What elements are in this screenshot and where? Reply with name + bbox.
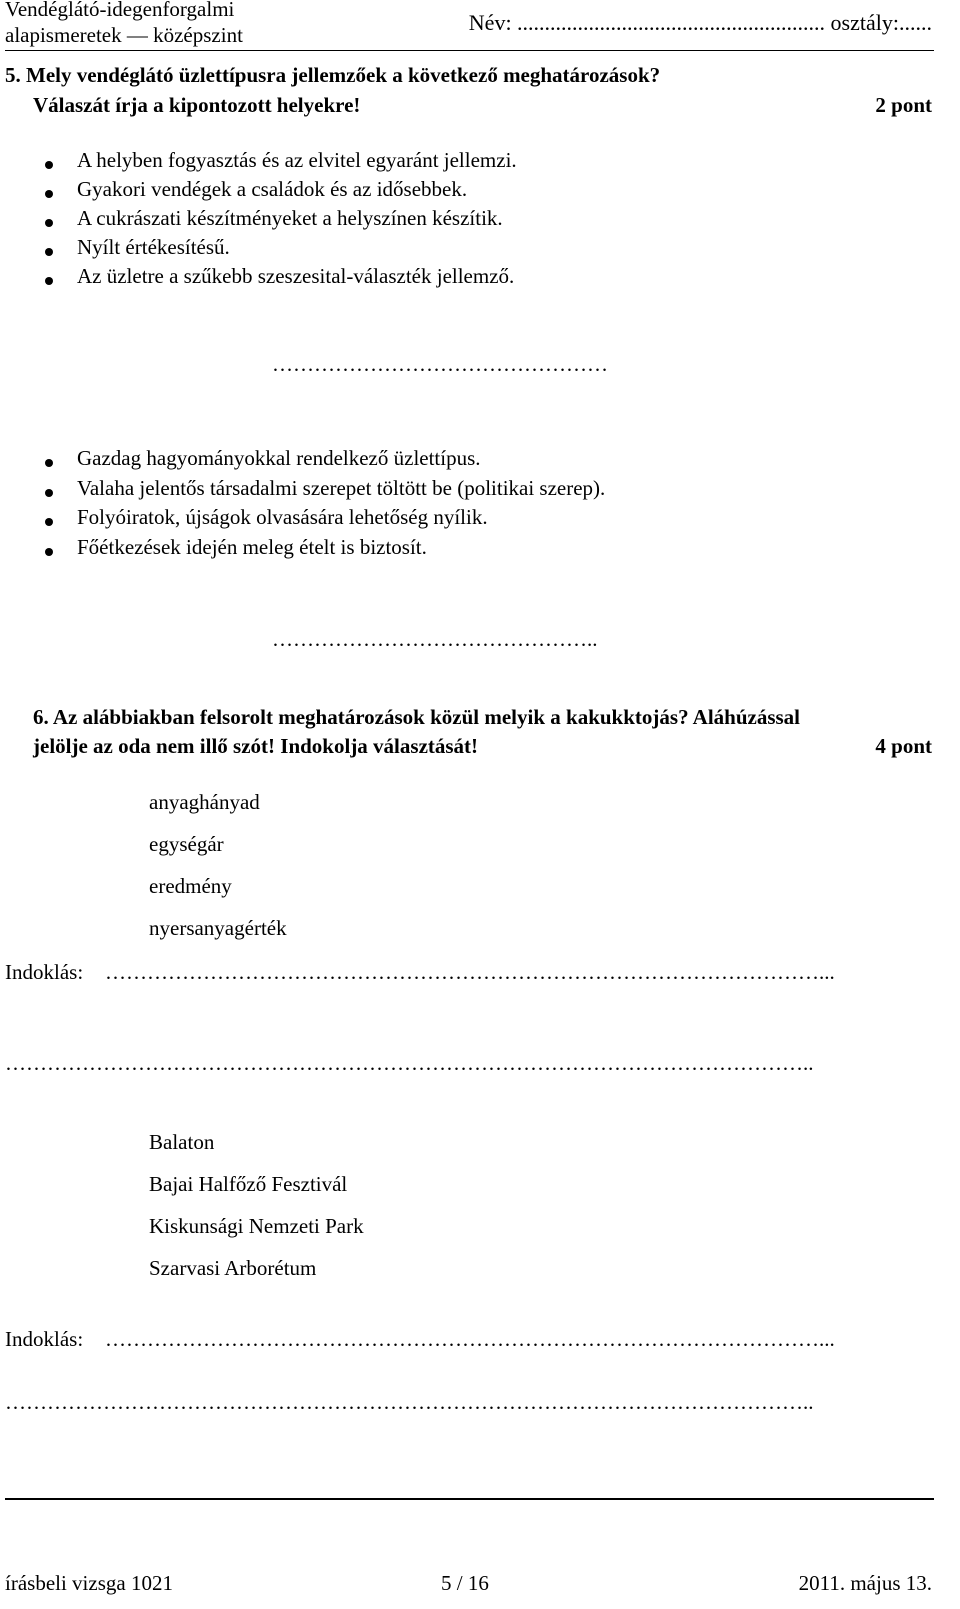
footer-exam-code: írásbeli vizsga 1021 [5,1571,173,1595]
list-item[interactable]: Kiskunsági Nemzeti Park [149,1214,364,1238]
footer-rule [5,1498,934,1500]
q5-answer-field-2[interactable]: ……………………………………….. [272,627,598,651]
q6-title-line2: jelölje az oda nem illő szót! Indokolja választását! [33,734,479,758]
q5-title-line2: Válaszát írja a kipontozott helyekre! [33,93,361,117]
bullet-icon [45,248,53,256]
header-rule [5,50,934,51]
q5-answer-field-1[interactable]: ………………………………………… [272,352,608,376]
list-item[interactable]: anyaghányad [149,790,260,814]
list-item: A cukrászati készítményeket a helyszínen készítik. [77,206,503,230]
list-item: Az üzletre a szűkebb szeszesital-választék jellemző. [77,264,515,288]
header-subject-line1: Vendéglátó-idegenforgalmi [5,0,235,21]
bullet-icon [45,161,53,169]
q6-points: 4 pont [875,734,932,758]
bullet-icon [45,219,53,227]
q5-title-line1: 5. Mely vendéglátó üzlettípusra jellemzőek a következő meghatározások? [5,63,661,87]
list-item: Főétkezések idején meleg ételt is biztosít. [77,535,427,559]
bullet-icon [45,277,53,285]
justification-field-2[interactable]: …………………………………………………………………………………………... [105,1327,835,1351]
list-item[interactable]: Bajai Halfőző Fesztivál [149,1172,348,1196]
header-subject-line2: alapismeretek — középszint [5,23,243,47]
bullet-icon [45,548,53,556]
footer-date: 2011. május 13. [798,1571,932,1595]
bullet-icon [45,190,53,198]
list-item[interactable]: nyersanyagérték [149,916,287,940]
header-name-class-field: Név: ........................................................ osztály:...... [468,10,932,35]
list-item[interactable]: Balaton [149,1130,215,1154]
justification-field-2-line2[interactable]: …………………………………………………………………………………………………….. [5,1390,814,1414]
bullet-icon [45,489,53,497]
bullet-icon [45,459,53,467]
q5-points: 2 pont [875,93,932,117]
list-item: Gazdag hagyományokkal rendelkező üzlettípus. [77,446,481,470]
list-item: Folyóiratok, újságok olvasására lehetőség nyílik. [77,505,488,529]
list-item: Gyakori vendégek a családok és az idősebbek. [77,177,468,201]
list-item[interactable]: Szarvasi Arborétum [149,1256,317,1280]
justification-label-1: Indoklás: [5,960,84,984]
q6-title-line1: 6. Az alábbiakban felsorolt meghatározások közül melyik a kakukktojás? Aláhúzással [33,705,801,729]
list-item: A helyben fogyasztás és az elvitel egyaránt jellemzi. [77,148,517,172]
list-item: Valaha jelentős társadalmi szerepet töltött be (politikai szerep). [77,476,606,500]
justification-field-1[interactable]: …………………………………………………………………………………………... [105,960,835,984]
list-item[interactable]: eredmény [149,874,232,898]
justification-field-1-line2[interactable]: …………………………………………………………………………………………………….. [5,1051,814,1075]
bullet-icon [45,518,53,526]
footer-page-number: 5 / 16 [441,1571,489,1595]
list-item[interactable]: egységár [149,832,224,856]
justification-label-2: Indoklás: [5,1327,84,1351]
list-item: Nyílt értékesítésű. [77,235,230,259]
